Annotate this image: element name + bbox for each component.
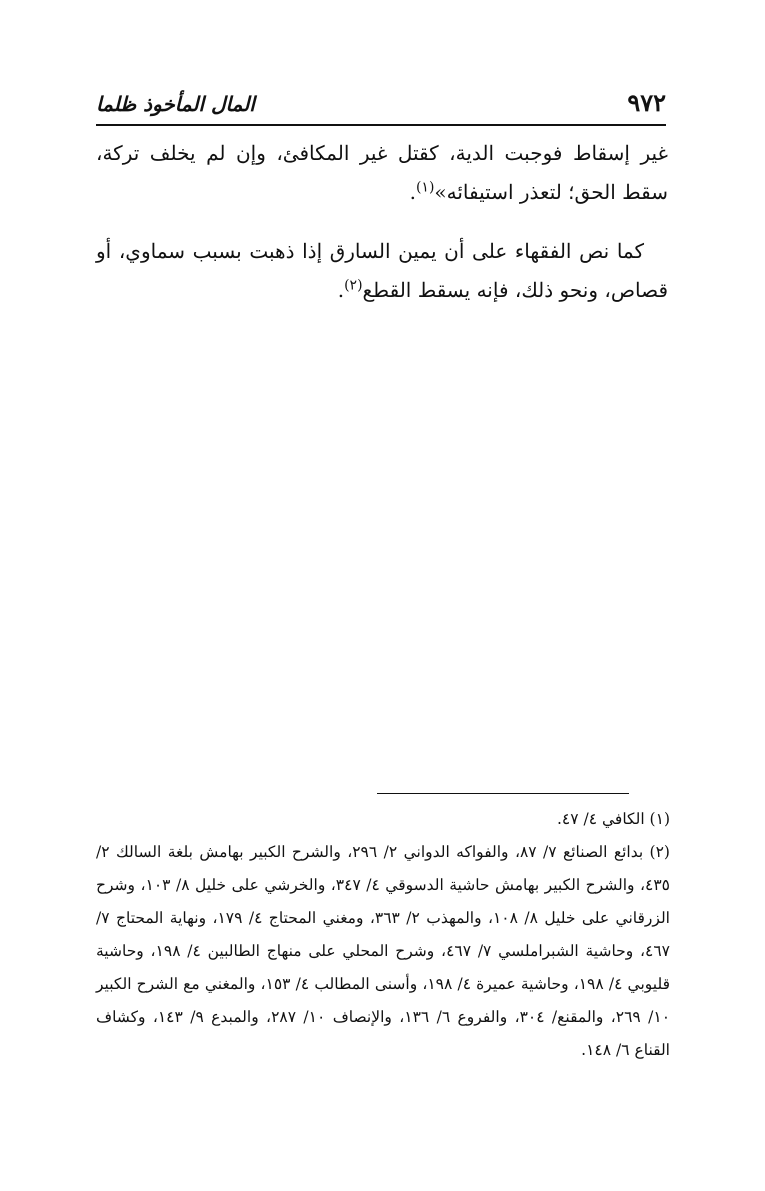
page-header [96, 88, 666, 122]
paragraph-2 [96, 232, 668, 310]
paragraph-2-text: كما نص الفقهاء على أن يمين السارق إذا ذهبت بسبب سماوي، أو قصاص، ونحو ذلك، فإنه يسقط القطع [96, 239, 668, 302]
paragraph-1-end: . [409, 180, 416, 204]
footnote-divider [377, 793, 629, 794]
paragraph-2-end: . [337, 278, 345, 302]
header-divider [96, 124, 666, 126]
footnote-2: (٢) بدائع الصنائع ٧/ ٨٧، والفواكه الدواني ٢/ ٢٩٦، والشرح الكبير بهامش بلغة السالك ٢/ ٤٣٥، والشرح الكبير بهامش حاشية الدسوقي ٤/ ٣٤٧، والخرشي على خليل ٨/ ١٠٣، وشرح الزرقاني على خليل ٨/ ١٠٨، والمهذب ٢/ ٣٦٣، ومغني المحتاج ٤/ ١٧٩، ونهاية المحتاج ٧/ ٤٦٧، وحاشية الشبراملسي ٧/ ٤٦٧، وشرح المحلي على منهاج الطالبين ٤/ ١٩٨، وحاشية قليوبي ٤/ ١٩٨، وحاشية عميرة ٤/ ١٩٨، وأسنى المطالب ٤/ ١٥٣، والمغني مع الشرح الكبير ١٠/ ٢٦٩، والمقنع/ ٣٠٤، والفروع ٦/ ١٣٦، والإنصاف ١٠/ ٢٨٧، والمبدع ٩/ ١٤٣، وكشاف القناع ٦/ ١٤٨. [96, 843, 671, 1059]
page-number: ٩٧٢ [627, 88, 666, 117]
paragraph-1 [96, 134, 668, 212]
footnote-ref-2: (٢) [344, 277, 363, 294]
footnotes [96, 803, 670, 1067]
footnote-ref-1: (١) [415, 179, 435, 196]
running-title: المال المأخوذ ظلما [96, 92, 255, 116]
footnote-1: (١) الكافي ٤/ ٤٧. [556, 810, 670, 828]
main-text [96, 134, 668, 310]
paragraph-1-text: غير إسقاط فوجبت الدية، كقتل غير المكافئ، وإن لم يخلف تركة، سقط الحق؛ لتعذر استيفائه» [96, 141, 668, 204]
